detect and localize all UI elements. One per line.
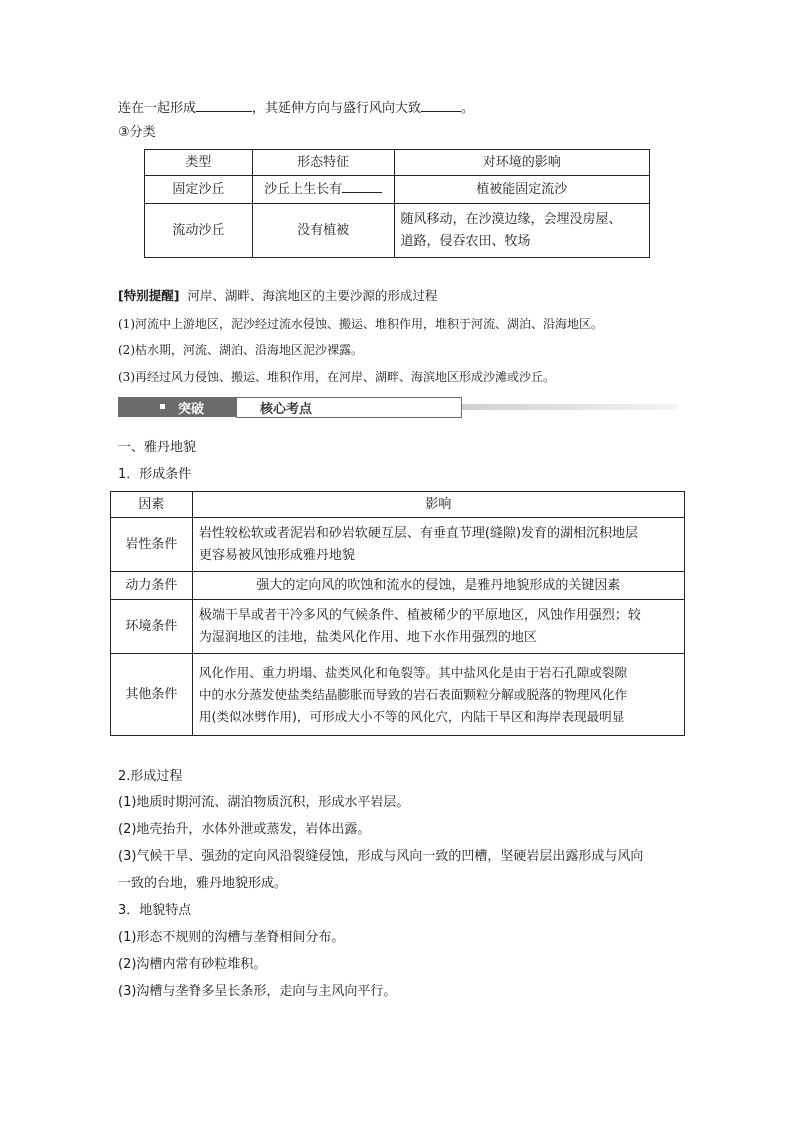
influence-line: 更容易被风蚀形成雅丹地貌 <box>198 547 355 563</box>
banner-right-label: 核心考点 <box>260 402 313 417</box>
influence-line: 极端干旱或者干冷多风的气候条件、植被稀少的平原地区，风蚀作用强烈；较 <box>198 607 641 623</box>
dune-type-fixed: 固定沙丘 <box>145 176 253 204</box>
reminder-item: (1)河流中上游地区，泥沙经过流水侵蚀、搬运、堆积作用，堆积于河流、湖泊、沿海地区。 <box>118 317 604 331</box>
table-header-row <box>145 150 650 176</box>
dune-classification-table <box>144 149 650 258</box>
features-title: 3．地貌特点 <box>118 903 192 918</box>
banner-square-icon <box>160 404 165 409</box>
influence-lithology <box>192 518 684 572</box>
process-title: 2.形成过程 <box>118 769 183 784</box>
feature-item: (3)沟槽与垄脊多呈长条形，走向与主风向平行。 <box>118 984 397 999</box>
banner-gradient <box>462 404 678 410</box>
influence-line: 岩性较松软或者泥岩和砂岩软硬互层、有垂直节理(缝隙)发育的湖相沉积地层 <box>198 525 639 541</box>
influence-environment <box>192 600 684 654</box>
reminder-item: (2)枯水期，河流、湖泊、沿海地区泥沙裸露。 <box>118 343 363 357</box>
factor-environment: 环境条件 <box>111 600 193 654</box>
influence-line: 用(类似冰劈作用)，可形成大小不等的风化穴，内陆干旱区和海岸表现最明显 <box>198 708 625 724</box>
factor-other: 其他条件 <box>111 654 193 736</box>
process-item: (3)气候干旱、强劲的定向风沿裂缝侵蚀，形成与风向一致的凹槽，坚硬岩层出露形成与风向 <box>118 849 644 864</box>
line-text-c: 。 <box>461 101 475 116</box>
table-row <box>111 518 685 572</box>
dune-feature-fixed <box>252 176 394 204</box>
reminder-title <box>118 287 437 305</box>
section-banner <box>118 397 678 417</box>
process-item: 一致的台地，雅丹地貌形成。 <box>118 876 288 891</box>
header-feature: 形态特征 <box>252 150 394 176</box>
table-row <box>111 600 685 654</box>
header-factor: 因素 <box>111 492 193 518</box>
header-impact: 对环境的影响 <box>394 150 649 176</box>
process-item: (1)地质时期河流、湖泊物质沉积，形成水平岩层。 <box>118 795 410 810</box>
section-title: 一、雅丹地貌 <box>118 440 197 455</box>
fill-in-line-dune-chain <box>118 99 474 118</box>
line-text-a: 连在一起形成 <box>118 101 197 116</box>
dune-type-moving: 流动沙丘 <box>145 204 253 258</box>
reminder-tag: [特别提醒] <box>118 288 180 303</box>
table-header-row <box>111 492 685 518</box>
influence-line: 中的水分蒸发使盐类结晶膨胀而导致的岩石表面颗粒分解或脱落的物理风化作 <box>198 686 628 702</box>
influence-line: 为湿润地区的洼地，盐类风化作用、地下水作用强烈的地区 <box>198 629 537 645</box>
classification-heading: ③分类 <box>118 125 156 140</box>
factor-lithology: 岩性条件 <box>111 518 193 572</box>
influence-other <box>192 654 684 736</box>
answer-blank-2[interactable] <box>421 99 461 112</box>
feature-item: (1)形态不规则的沟槽与垄脊相间分布。 <box>118 930 345 945</box>
impact-line-1: 随风移动，在沙漠边缘，会埋没房屋、 <box>400 211 622 227</box>
table-row <box>111 572 685 600</box>
reminder-title-text: 河岸、湖畔、海滨地区的主要沙源的形成过程 <box>187 288 438 303</box>
process-item: (2)地壳抬升，水体外泄或蒸发，岩体出露。 <box>118 822 371 837</box>
table-row <box>145 204 650 258</box>
banner-left-label: 突破 <box>178 402 205 417</box>
subsection-title: 1．形成条件 <box>118 467 192 482</box>
line-text-b: ，其延伸方向与盛行风向大致 <box>252 101 422 116</box>
reminder-item: (3)再经过风力侵蚀、搬运、堆积作用，在河岸、湖畔、海滨地区形成沙滩或沙丘。 <box>118 370 556 384</box>
banner-dark-block <box>118 397 236 417</box>
answer-blank-1[interactable] <box>196 99 252 112</box>
dune-feature-moving: 没有植被 <box>252 204 394 258</box>
dune-impact-fixed: 植被能固定流沙 <box>394 176 649 204</box>
influence-line: 风化作用、重力坍塌、盐类风化和龟裂等。其中盐风化是由于岩石孔隙或裂隙 <box>198 664 628 680</box>
header-influence: 影响 <box>192 492 684 518</box>
factor-dynamics: 动力条件 <box>111 572 193 600</box>
table-row <box>145 176 650 204</box>
dune-impact-moving <box>394 204 649 258</box>
answer-blank-3[interactable] <box>342 180 382 193</box>
yardang-factors-table <box>110 491 685 736</box>
influence-dynamics: 强大的定向风的吹蚀和流水的侵蚀，是雅丹地貌形成的关键因素 <box>192 572 684 600</box>
feature-item: (2)沟槽内常有砂粒堆积。 <box>118 957 267 972</box>
feature-text: 沙丘上生长有 <box>264 181 343 197</box>
impact-line-2: 道路，侵吞农田、牧场 <box>400 233 531 249</box>
header-type: 类型 <box>145 150 253 176</box>
table-row <box>111 654 685 736</box>
